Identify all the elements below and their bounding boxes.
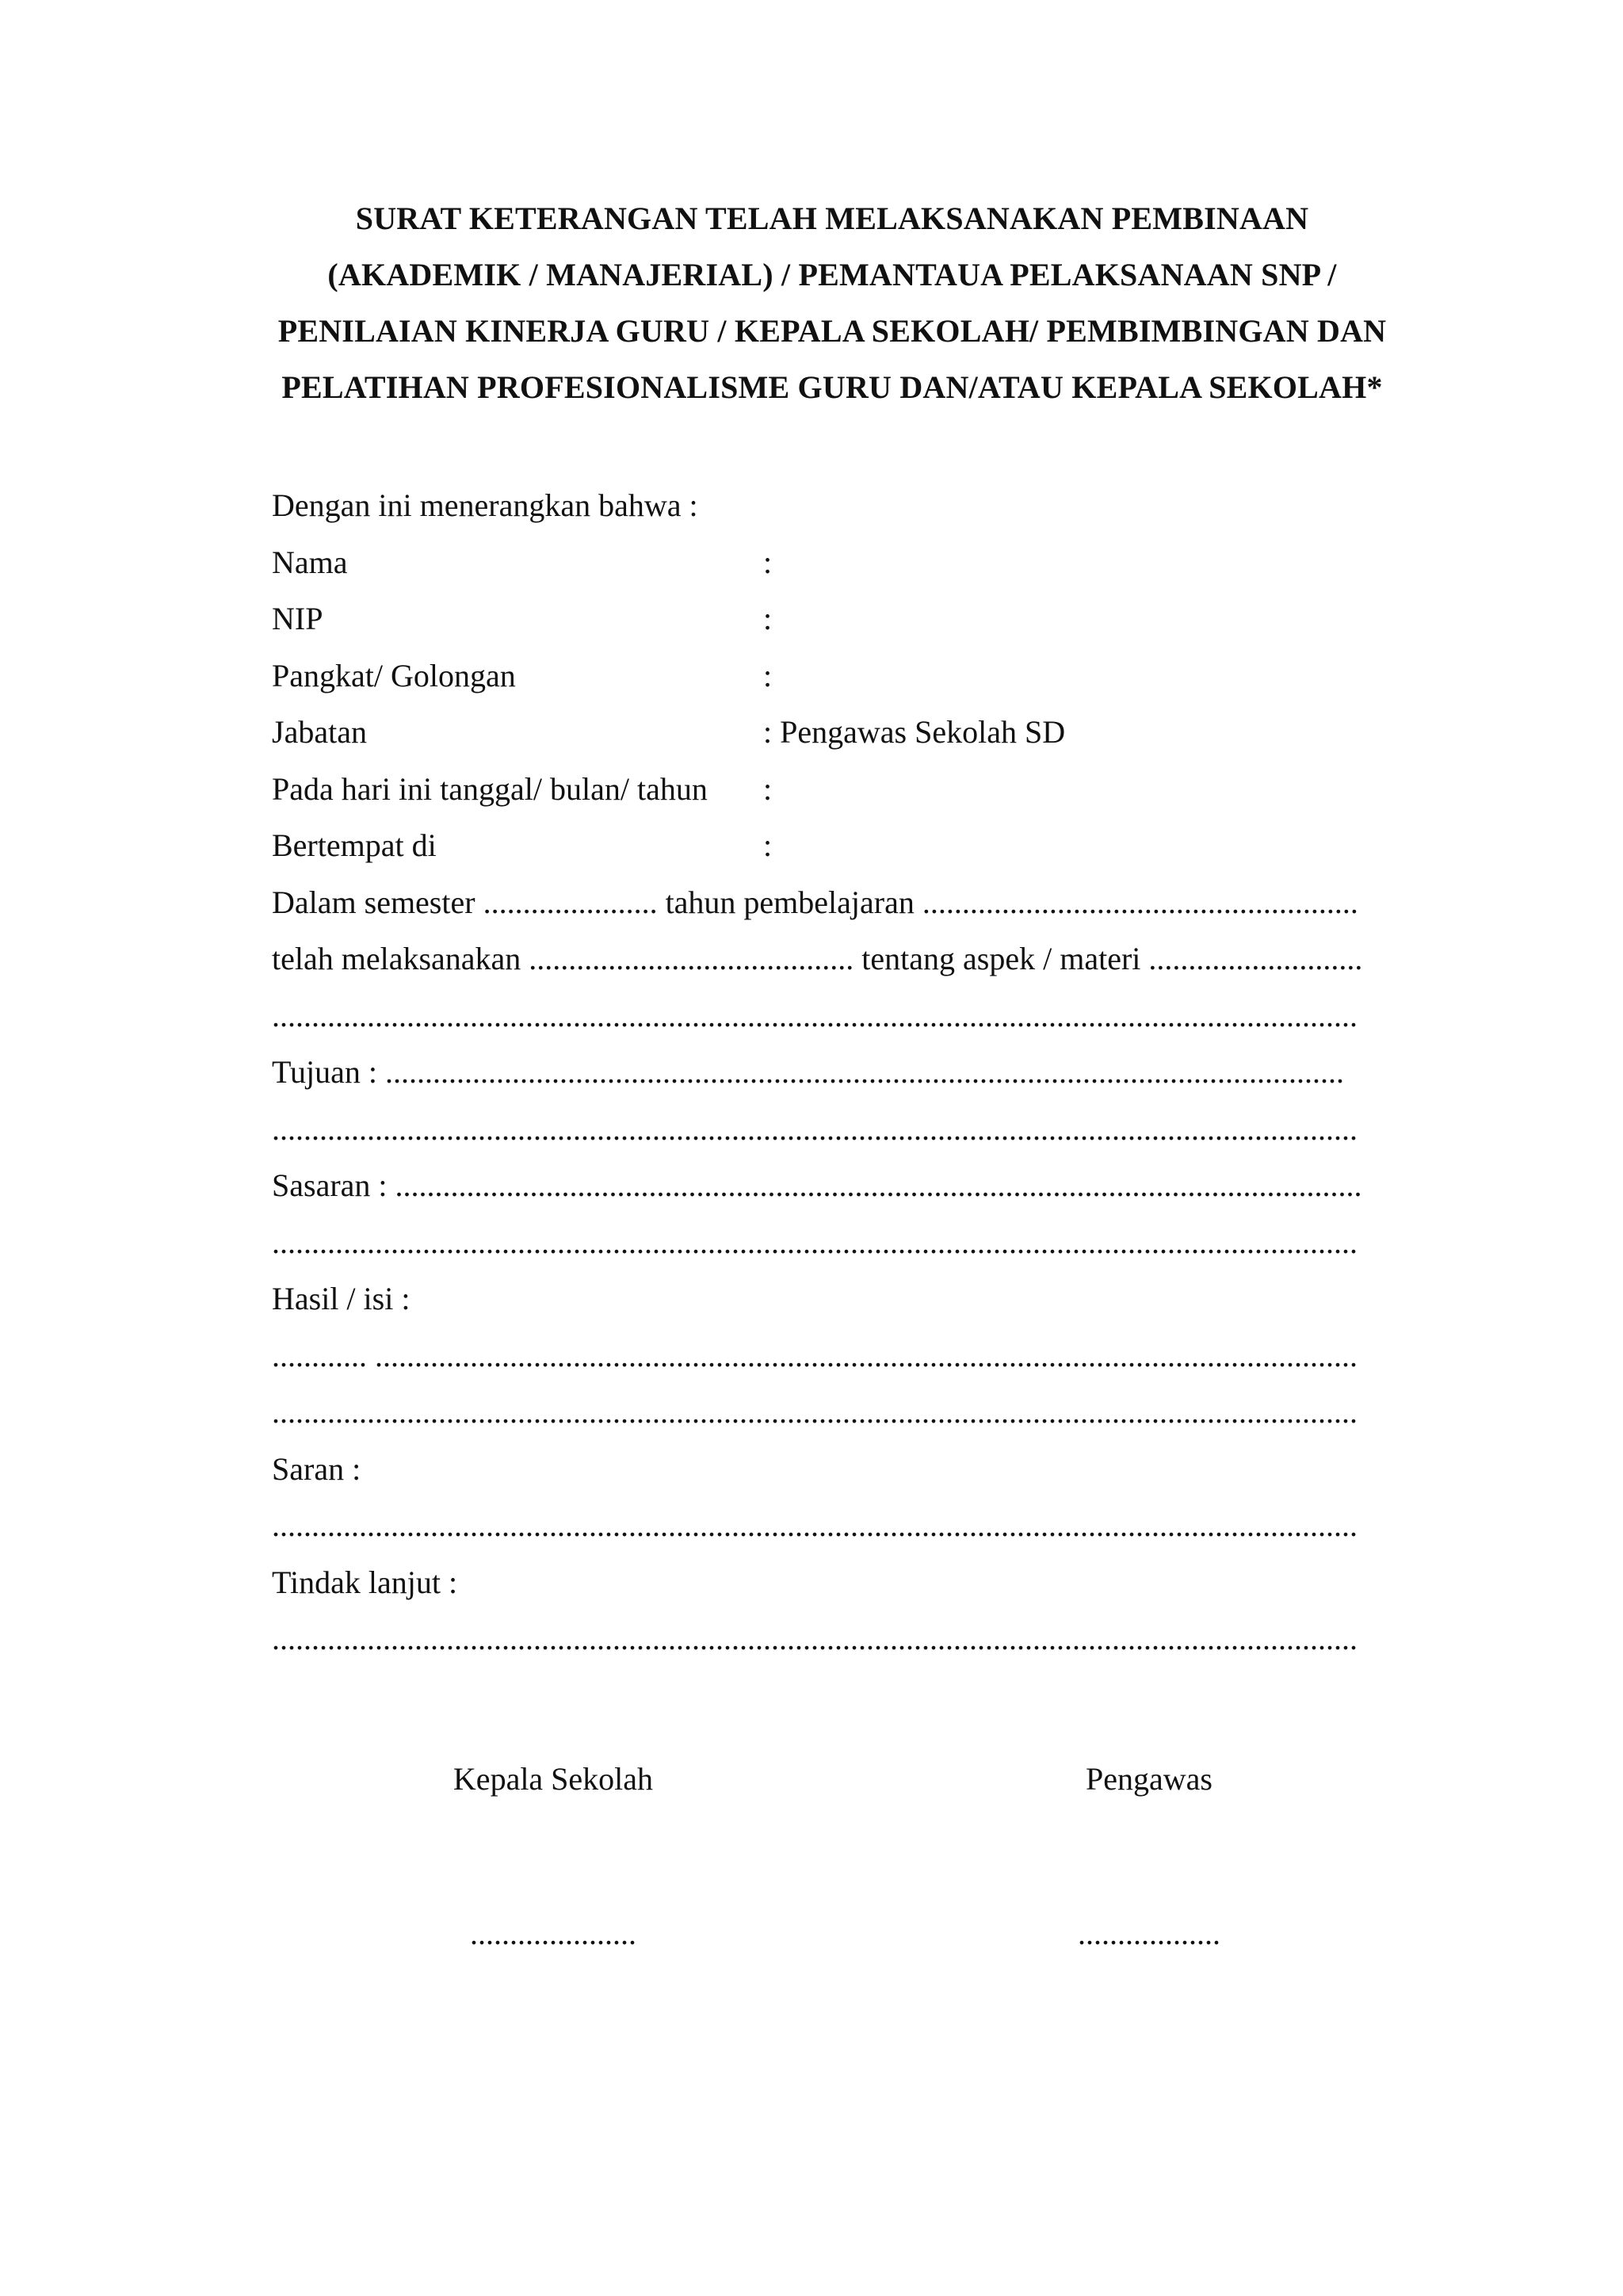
dotted-line: ......................................................................................................................................... — [272, 997, 1358, 1033]
field-label-tanggal: Pada hari ini tanggal/ bulan/ tahun — [272, 770, 708, 807]
dotted-row — [272, 1497, 1429, 1554]
signature-name-placeholder: .................. — [1078, 1916, 1220, 1951]
tujuan-line: Tujuan : ......................................................................................................................... — [272, 1054, 1345, 1090]
field-value-nip: : — [763, 601, 773, 636]
dotted-line: ......................................................................................................................................... — [272, 1394, 1358, 1430]
field-label-nip: NIP — [272, 601, 323, 636]
title-line-4: PELATIHAN PROFESIONALISME GURU DAN/ATAU KEPALA SEKOLAH* — [281, 369, 1383, 405]
field-value-tanggal: : — [763, 770, 773, 807]
intro-row — [272, 477, 1429, 534]
field-value-jabatan: : Pengawas Sekolah SD — [763, 714, 1066, 750]
dotted-line: ......................................................................................................................................... — [272, 1507, 1358, 1543]
dotted-row — [272, 1384, 1429, 1441]
title-line-3: PENILAIAN KINERJA GURU / KEPALA SEKOLAH/ PEMBIMBINGAN DAN — [277, 313, 1387, 349]
dotted-row — [272, 988, 1429, 1045]
field-label-tempat: Bertempat di — [272, 827, 437, 863]
document-title — [238, 190, 1426, 415]
sasaran-line: Sasaran : .......................................................................................................................... — [272, 1167, 1362, 1203]
melaksanakan-line: telah melaksanakan ......................................... tentang aspek / materi ........................... — [272, 941, 1363, 976]
dotted-line: ......................................................................................................................................... — [272, 1110, 1358, 1147]
field-label-nama: Nama — [272, 544, 348, 580]
signature-role-pengawas: Pengawas — [1086, 1761, 1212, 1797]
semester-line: Dalam semester ...................... tahun pembelajaran ....................................................... — [272, 884, 1358, 920]
dotted-row — [272, 1101, 1429, 1158]
sasaran-row — [272, 1157, 1429, 1214]
signature-name-placeholder: ..................... — [470, 1916, 636, 1951]
field-row-nama — [272, 534, 1429, 591]
intro-text: Dengan ini menerangkan bahwa : — [272, 487, 698, 523]
field-value-nama: : — [763, 544, 773, 580]
dotted-line: ......................................................................................................................................... — [272, 1224, 1358, 1260]
semester-row — [272, 874, 1429, 931]
title-line-1: SURAT KETERANGAN TELAH MELAKSANAKAN PEMBINAAN — [355, 201, 1309, 236]
tindak-lanjut-row — [272, 1554, 1429, 1611]
tujuan-row — [272, 1044, 1429, 1101]
saran-label: Saran : — [272, 1450, 361, 1487]
dotted-line: ......................................................................................................................................... — [272, 1621, 1358, 1656]
field-label-pangkat: Pangkat/ Golongan — [272, 657, 516, 693]
field-row-tanggal — [272, 761, 1429, 818]
hasil-row — [272, 1270, 1429, 1328]
field-row-pangkat — [272, 648, 1429, 705]
field-row-nip — [272, 590, 1429, 648]
dotted-row — [272, 1214, 1429, 1271]
field-value-tempat: : — [763, 827, 773, 863]
title-line-2: (AKADEMIK / MANAJERIAL) / PEMANTAUA PELAKSANAAN SNP / — [327, 257, 1337, 292]
saran-row — [272, 1441, 1429, 1498]
hasil-label: Hasil / isi : — [272, 1281, 411, 1316]
dotted-row — [272, 1610, 1429, 1668]
field-label-jabatan: Jabatan — [272, 714, 367, 750]
tindak-lanjut-label: Tindak lanjut : — [272, 1564, 458, 1600]
field-row-jabatan — [272, 704, 1429, 761]
melaksanakan-row — [272, 930, 1429, 988]
document-body — [272, 477, 1429, 1668]
dotted-row — [272, 1328, 1429, 1385]
dotted-line: ............ ............................................................................................................................ — [272, 1337, 1358, 1373]
signature-role-kepala-sekolah: Kepala Sekolah — [453, 1761, 654, 1797]
field-value-pangkat: : — [763, 657, 773, 693]
field-row-tempat — [272, 817, 1429, 874]
